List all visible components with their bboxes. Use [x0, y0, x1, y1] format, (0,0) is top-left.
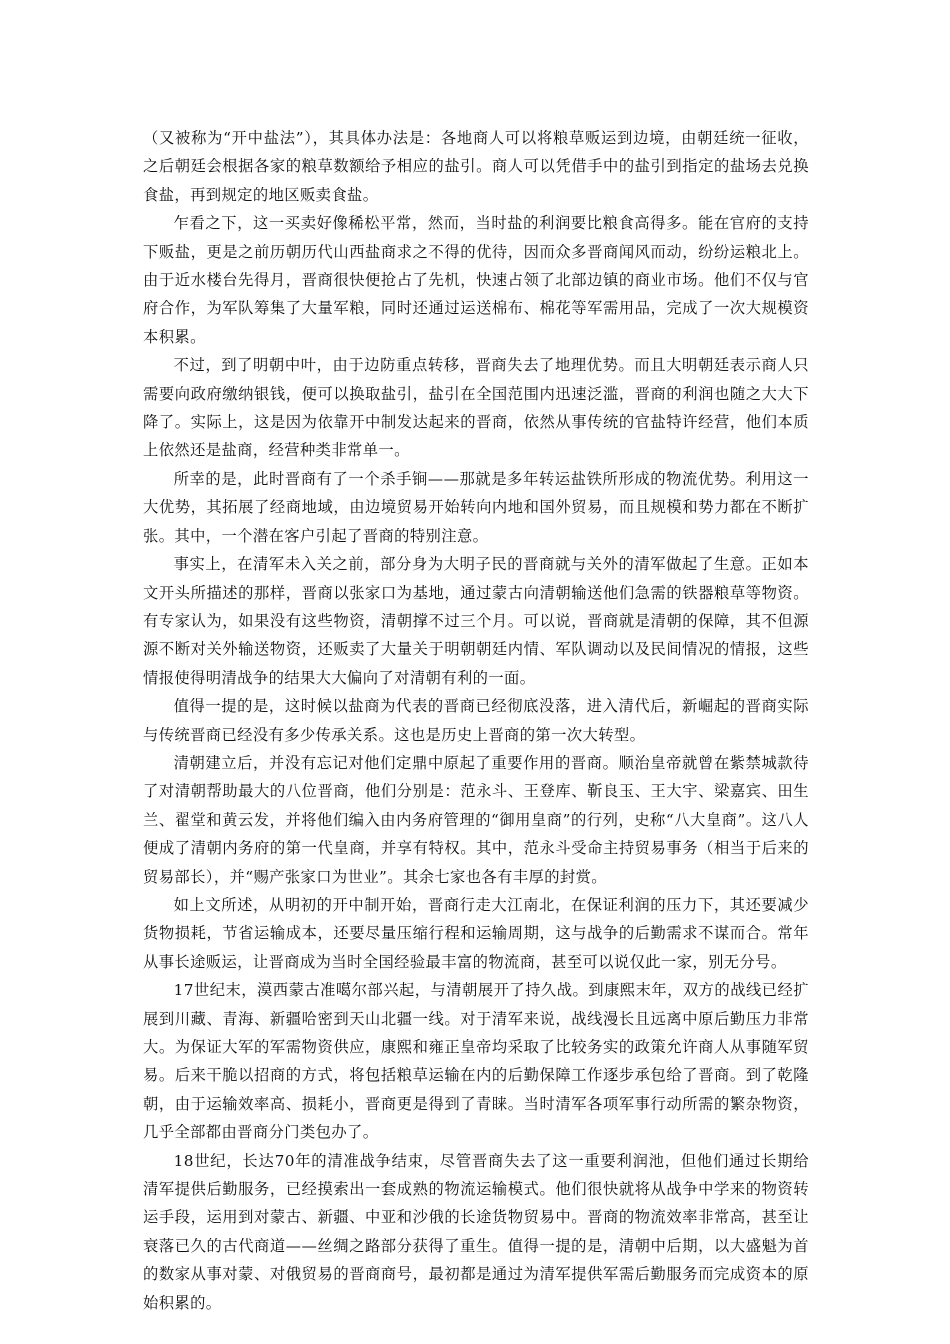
paragraph-4: 所幸的是，此时晋商有了一个杀手锏——那就是多年转运盐铁所形成的物流优势。利用这一大优势，其拓展了经商地域，由边境贸易开始转向内地和国外贸易，而且规模和势力都在不断扩张。其中，一个潜在客户引起了晋商的特别注意。: [143, 469, 809, 545]
paragraph-8: 如上文所述，从明初的开中制开始，晋商行走大江南北，在保证利润的压力下，其还要减少货物损耗，节省运输成本，还要尽量压缩行程和运输周期，这与战争的后勤需求不谋而合。常年从事长途贩运，让晋商成为当时全国经验最丰富的物流商，甚至可以说仅此一家，别无分号。: [143, 895, 809, 971]
paragraph-9: 17世纪末，漠西蒙古准噶尔部兴起，与清朝展开了持久战。到康熙末年，双方的战线已经扩展到川藏、青海、新疆哈密到天山北疆一线。对于清军来说，战线漫长且远离中原后勤压力非常大。为保证大军的军需物资供应，康熙和雍正皇帝均采取了比较务实的政策允许商人从事随军贸易。后来干脆以招商的方式，将包括粮草运输在内的后勤保障工作逐步承包给了晋商。到了乾隆朝，由于运输效率高、损耗小，晋商更是得到了青睐。当时清军各项军事行动所需的繁杂物资，几乎全部都由晋商分门类包办了。: [143, 981, 809, 1142]
paragraph-5: 事实上，在清军未入关之前，部分身为大明子民的晋商就与关外的清军做起了生意。正如本文开头所描述的那样，晋商以张家口为基地，通过蒙古向清朝输送他们急需的铁器粮草等物资。有专家认为，如果没有这些物资，清朝撑不过三个月。可以说，晋商就是清朝的保障，其不但源源不断对关外输送物资，还贩卖了大量关于明朝朝廷内情、军队调动以及民间情况的情报，这些情报使得明清战争的结果大大偏向了对清朝有利的一面。: [143, 555, 809, 687]
paragraph-7: 清朝建立后，并没有忘记对他们定鼎中原起了重要作用的晋商。顺治皇帝就曾在紫禁城款待了对清朝帮助最大的八位晋商，他们分别是：范永斗、王登库、靳良玉、王大宇、梁嘉宾、田生兰、翟堂和黄云发，并将他们编入由内务府管理的“御用皇商”的行列，史称“八大皇商”。这八人便成了清朝内务府的第一代皇商，并享有特权。其中，范永斗受命主持贸易事务（相当于后来的贸易部长），并“赐产张家口为世业”。其余七家也各有丰厚的封赏。: [143, 753, 809, 886]
paragraph-3: 不过，到了明朝中叶，由于边防重点转移，晋商失去了地理优势。而且大明朝廷表示商人只需要向政府缴纳银钱，便可以换取盐引，盐引在全国范围内迅速泛滥，晋商的利润也随之大大下降了。实际上，这是因为依靠开中制发达起来的晋商，依然从事传统的官盐特许经营，他们本质上依然还是盐商，经营种类非常单一。: [143, 356, 809, 460]
paragraph-10: 18世纪，长达70年的清准战争结束，尽管晋商失去了这一重要利润池，但他们通过长期给清军提供后勤服务，已经摸索出一套成熟的物流运输模式。他们很快就将从战争中学来的物资转运手段，运用到对蒙古、新疆、中亚和沙俄的长途货物贸易中。晋商的物流效率非常高，甚至让衰落已久的古代商道——丝绸之路部分获得了重生。值得一提的是，清朝中后期，以大盛魁为首的数家从事对蒙、对俄贸易的晋商商号，最初都是通过为清军提供军需后勤服务而完成资本的原始积累的。: [143, 1151, 809, 1312]
paragraph-6: 值得一提的是，这时候以盐商为代表的晋商已经彻底没落，进入清代后，新崛起的晋商实际与传统晋商已经没有多少传承关系。这也是历史上晋商的第一次大转型。: [143, 697, 809, 744]
paragraph-2: 乍看之下，这一买卖好像稀松平常，然而，当时盐的利润要比粮食高得多。能在官府的支持下贩盐，更是之前历朝历代山西盐商求之不得的优待，因而众多晋商闻风而动，纷纷运粮北上。由于近水楼台先得月，晋商很快便抢占了先机，快速占领了北部边镇的商业市场。他们不仅与官府合作，为军队筹集了大量军粮，同时还通过运送棉布、棉花等军需用品，完成了一次大规模资本积累。: [143, 214, 809, 346]
document-page: [143, 124, 809, 1317]
paragraph-1: （又被称为“开中盐法”），其具体办法是：各地商人可以将粮草贩运到边境，由朝廷统一征收，之后朝廷会根据各家的粮草数额给予相应的盐引。商人可以凭借手中的盐引到指定的盐场去兑换食盐，再到规定的地区贩卖食盐。: [143, 129, 809, 204]
